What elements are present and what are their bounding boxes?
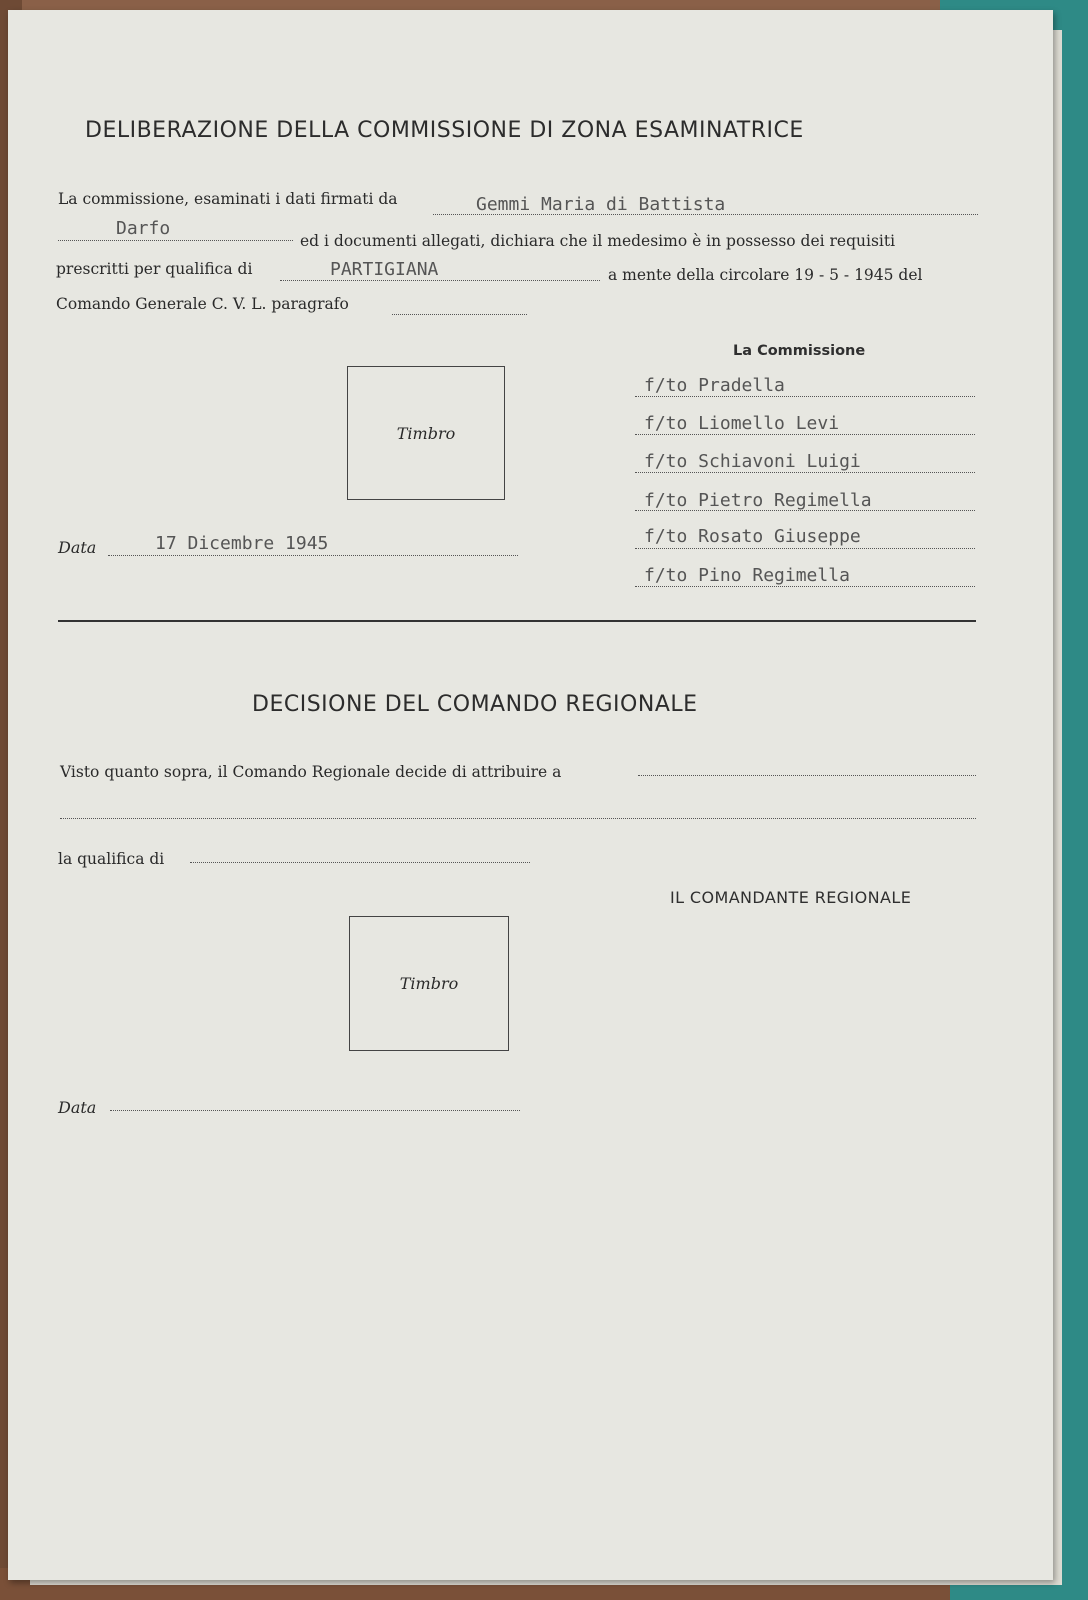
line3-prefix: prescritti per qualifica di <box>56 260 253 278</box>
signature-line-2 <box>635 434 975 435</box>
signature-6: f/to Pino Regimella <box>644 565 850 586</box>
signature-1: f/to Pradella <box>644 375 785 396</box>
qualifica-value: PARTIGIANA <box>330 259 439 280</box>
date-dotted-line-2 <box>110 1110 520 1111</box>
line2-text: ed i documenti allegati, dichiara che il medesimo è in possesso dei requisiti <box>300 232 896 250</box>
date-dotted-line-1 <box>108 555 518 556</box>
stamp-box-2 <box>349 916 509 1051</box>
stamp-label-1: Timbro <box>396 423 456 443</box>
commission-header: La Commissione <box>733 343 866 359</box>
stamp-label-2: Timbro <box>399 974 459 993</box>
signature-2: f/to Liomello Levi <box>644 413 840 434</box>
signature-line-5 <box>635 548 975 549</box>
line4-text: Comando Generale C. V. L. paragrafo <box>56 295 349 313</box>
section-divider <box>58 620 976 622</box>
document-page <box>8 10 1053 1580</box>
attribuire-dotted-line-2 <box>60 818 976 819</box>
qualifica-label: la qualifica di <box>58 850 165 868</box>
signature-line-6 <box>635 586 975 587</box>
decisione-line1: Visto quanto sopra, il Comando Regionale decide di attribuire a <box>60 763 562 781</box>
deliberazione-title: DELIBERAZIONE DELLA COMMISSIONE DI ZONA ESAMINATRICE <box>85 118 804 143</box>
signature-line-3 <box>635 472 975 473</box>
qualifica-dotted-line-2 <box>190 862 530 863</box>
decisione-title: DECISIONE DEL COMANDO REGIONALE <box>252 692 698 717</box>
date-label-1: Data <box>58 538 97 557</box>
commander-label: IL COMANDANTE REGIONALE <box>670 888 912 907</box>
attribuire-dotted-line <box>638 775 976 776</box>
date-label-2: Data <box>58 1098 97 1117</box>
signature-5: f/to Rosato Giuseppe <box>644 526 861 547</box>
place-value: Darfo <box>116 218 171 239</box>
line3-suffix: a mente della circolare 19 - 5 - 1945 del <box>608 266 923 284</box>
examinee-name: Gemmi Maria di Battista <box>476 194 726 215</box>
date-value: 17 Dicembre 1945 <box>155 533 329 554</box>
paragrafo-dotted-line <box>392 314 527 315</box>
signature-3: f/to Schiavoni Luigi <box>644 451 861 472</box>
qualifica-dotted-line <box>280 280 600 281</box>
stamp-box-1 <box>347 366 505 500</box>
signature-4: f/to Pietro Regimella <box>644 490 872 511</box>
line1-prefix: La commissione, esaminati i dati firmati da <box>58 190 398 208</box>
signature-line-1 <box>635 396 975 397</box>
place-dotted-line <box>58 240 293 241</box>
